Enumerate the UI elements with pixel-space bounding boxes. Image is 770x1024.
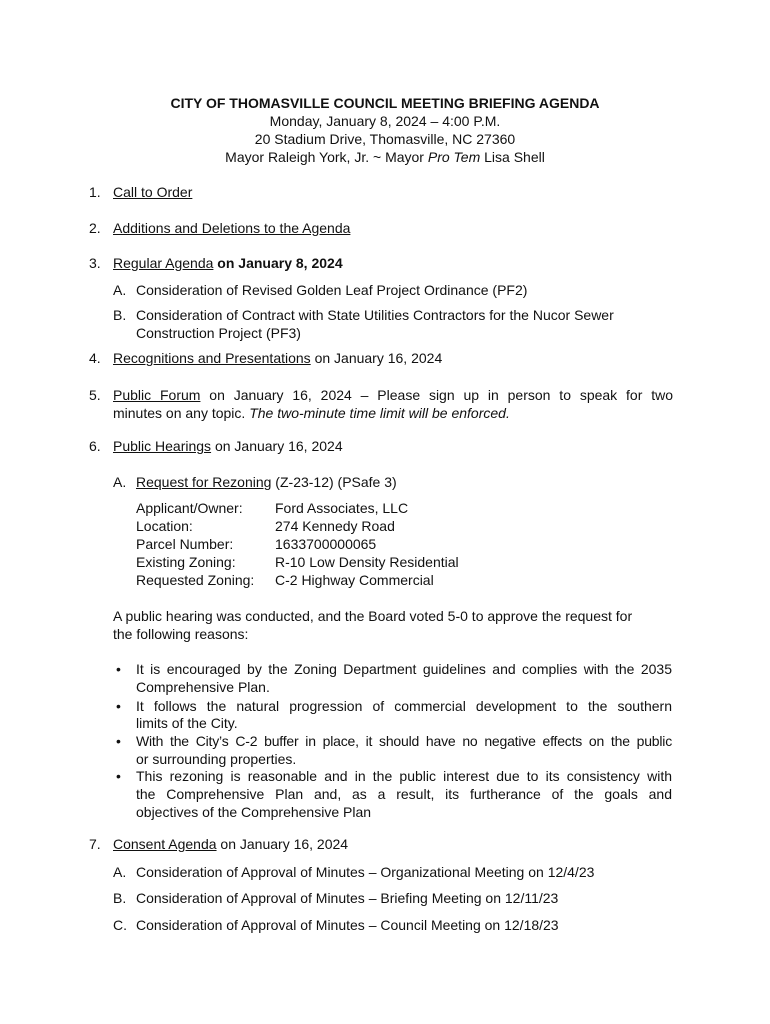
- item-5-public-forum-line2: [113, 404, 510, 422]
- item-6-label: Public Hearings: [113, 438, 212, 454]
- item-3-number: 3.: [89, 255, 101, 271]
- item-2-number: 2.: [89, 220, 101, 236]
- item-7-date: on January 16, 2024: [216, 836, 349, 852]
- reason-4-line1: This rezoning is reasonable and in the public interest due to its consistency with: [136, 768, 672, 784]
- bullet-icon: •: [116, 733, 121, 749]
- bullet-icon: •: [116, 768, 121, 784]
- item-3b-text-line1: Consideration of Contract with State Utilities Contractors for the Nucor Sewer: [136, 307, 614, 323]
- item-2-additions: [113, 219, 350, 237]
- detail-requested-zoning-value: C-2 Highway Commercial: [275, 572, 434, 588]
- item-3a-letter: A.: [113, 282, 127, 298]
- item-4-number: 4.: [89, 350, 101, 366]
- item-1-number: 1.: [89, 184, 101, 200]
- mayor-pro-tem: Pro Tem: [427, 149, 481, 165]
- reason-3-line1: With the City’s C-2 buffer in place, it should have no negative effects on the public: [136, 733, 672, 749]
- item-3-label: Regular Agenda: [113, 255, 214, 271]
- reason-4-line2: the Comprehensive Plan and, as a result, its furtherance of the goals and: [136, 786, 672, 802]
- bullet-icon: •: [116, 698, 121, 714]
- item-4-date: on January 16, 2024: [310, 350, 443, 366]
- item-5-line2-text: minutes on any topic.: [113, 405, 250, 421]
- item-3a-text: Consideration of Revised Golden Leaf Project Ordinance (PF2): [136, 282, 528, 298]
- detail-requested-zoning-label: Requested Zoning:: [136, 572, 255, 588]
- item-5-public-forum-line1: [113, 386, 673, 404]
- item-3b-text-line2: Construction Project (PF3): [136, 325, 301, 341]
- item-1-call-to-order: [113, 183, 192, 201]
- item-5-number: 5.: [89, 387, 101, 403]
- reason-1-line1: It is encouraged by the Zoning Department guidelines and complies with the 2035: [136, 661, 672, 677]
- detail-applicant-label: Applicant/Owner:: [136, 500, 243, 516]
- detail-parcel-label: Parcel Number:: [136, 536, 234, 552]
- item-5-label: Public Forum: [113, 387, 201, 403]
- item-7c-letter: C.: [113, 917, 127, 933]
- item-6-public-hearings: [113, 437, 343, 455]
- meeting-datetime: Monday, January 8, 2024 – 4:00 P.M.: [269, 113, 501, 129]
- bullet-icon: •: [116, 661, 121, 677]
- item-6a-letter: A.: [113, 474, 127, 490]
- item-5-time-limit-note: The two-minute time limit will be enforced.: [249, 405, 510, 421]
- item-6-number: 6.: [89, 438, 101, 454]
- item-1-label: Call to Order: [113, 184, 193, 200]
- mayor-line: [0, 148, 770, 166]
- reason-1-line2: Comprehensive Plan.: [136, 679, 270, 695]
- item-5-line1-text: on January 16, 2024 – Please sign up in person to speak for two: [200, 387, 674, 403]
- detail-applicant-value: Ford Associates, LLC: [275, 500, 409, 516]
- hearing-result-line1: A public hearing was conducted, and the Board voted 5-0 to approve the request for: [113, 608, 633, 624]
- item-2-label: Additions and Deletions to the Agenda: [113, 220, 351, 236]
- detail-existing-zoning-label: Existing Zoning:: [136, 554, 236, 570]
- item-3-regular-agenda: [113, 254, 343, 272]
- item-3-date: on January 8, 2024: [213, 255, 343, 271]
- item-7-number: 7.: [89, 836, 101, 852]
- item-7a-text: Consideration of Approval of Minutes – Organizational Meeting on 12/4/23: [136, 864, 595, 880]
- mayor-prefix: Mayor Raleigh York, Jr. ~ Mayor: [225, 149, 428, 165]
- detail-parcel-value: 1633700000065: [275, 536, 377, 552]
- item-7-label: Consent Agenda: [113, 836, 217, 852]
- agenda-title: CITY OF THOMASVILLE COUNCIL MEETING BRIEFING AGENDA: [170, 95, 600, 111]
- reason-4-line3: objectives of the Comprehensive Plan: [136, 804, 372, 820]
- detail-location-value: 274 Kennedy Road: [275, 518, 395, 534]
- mayor-suffix: Lisa Shell: [480, 149, 545, 165]
- detail-location-label: Location:: [136, 518, 193, 534]
- detail-existing-zoning-value: R-10 Low Density Residential: [275, 554, 459, 570]
- item-7b-text: Consideration of Approval of Minutes – Briefing Meeting on 12/11/23: [136, 890, 559, 906]
- item-6a-case-numbers: (Z-23-12) (PSafe 3): [271, 474, 397, 490]
- item-7a-letter: A.: [113, 864, 127, 880]
- item-6-date: on January 16, 2024: [211, 438, 343, 454]
- item-7c-text: Consideration of Approval of Minutes – Council Meeting on 12/18/23: [136, 917, 559, 933]
- reason-2-line1: It follows the natural progression of commercial development to the southern: [136, 698, 672, 714]
- item-7-consent-agenda: [113, 835, 348, 853]
- reason-2-line2: limits of the City.: [136, 715, 238, 731]
- reason-3-line2: or surrounding properties.: [136, 751, 297, 767]
- meeting-address: 20 Stadium Drive, Thomasville, NC 27360: [254, 131, 516, 147]
- item-6a-rezoning: [136, 473, 676, 491]
- item-4-label: Recognitions and Presentations: [113, 350, 311, 366]
- item-7b-letter: B.: [113, 890, 127, 906]
- item-6a-label: Request for Rezoning: [136, 474, 272, 490]
- hearing-result-line2: the following reasons:: [113, 626, 249, 642]
- item-4-recognitions: [113, 349, 442, 367]
- item-3b-letter: B.: [113, 307, 127, 323]
